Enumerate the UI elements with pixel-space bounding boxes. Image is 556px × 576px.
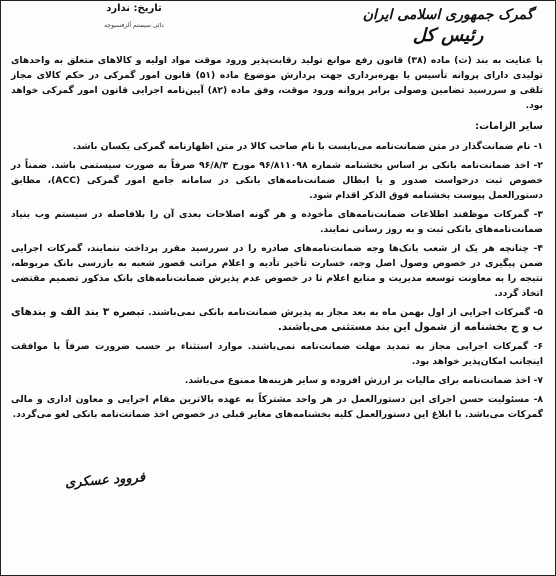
list-item-5 [11, 305, 543, 335]
header-right [353, 7, 543, 46]
organization-name: گمرک جمهوری اسلامی ایران [362, 7, 534, 23]
letter-body [11, 53, 543, 426]
date-line: تاریخ: ندارد [106, 3, 162, 14]
list-item-6: ۶- گمرکات اجرایی مجاز به تمدید مهلت ضمانت‌نامه نمی‌باشند. موارد استثناء بر حسب ضرورت صرفاً با موافقت اینجانب امکان‌پذیر خواهد بود. [11, 341, 543, 367]
list-item-4: ۴- چنانچه هر یک از شعب بانک‌ها وجه ضمانت‌نامه‌های صادره را در سررسید مقرر پرداخت ننمایند، گمرکات اجرایی ضمن پیگیری در خصوص وصول اصل وجه، خسارت تأخیر تأدیه و اعلام مراتب قصور شعبه به بازرسی بانک مربوطه، نتیجه را به معاونت توسعه مدیریت و منابع اعلام تا در خصوص عدم پذیرش ضمانت‌نامه‌های بانک مذکور تصمیم مقتضی اتخاذ گردد. [11, 243, 543, 299]
list-item-2: ۲- اخذ ضمانت‌نامه بانکی بر اساس بخشنامه شماره ۹۶/۸۱۱۰۹۸ مورخ ۹۶/۸/۳ صرفاً به صورت سیستمی باشد. ضمناً در خصوص ثبت درخواست صدور و یا ابطال ضمانت‌نامه‌های بانکی در سامانه جامع امور گمرکی (ACC)، مطابق دستورالعمل پیوست بخشنامه فوق الذکر اقدام شود. [11, 160, 543, 201]
intro-paragraph: با عنایت به بند (ث) ماده (۳۸) قانون رفع موانع تولید رقابت‌پذیر ورود موقت مواد اولیه و کالاهای متعلق به واحدهای تولیدی دارای پروانه تأسیس یا بهره‌برداری جهت پردازش موضوع ماده (۵۱) قانون امور گمرکی در حکم کالای مجاز تلقی و سررسید تضامین وصولی برابر پروانه ورود موقت، وفق ماده (۸۲) آیین‌نامه اجرایی قانون امور گمرکی خواهد بود. [11, 55, 544, 111]
list-item-5-note: تبصره ۳ بند الف و بندهای ب و ج بخشنامه از شمول این بند مستثنی می‌باشند. [11, 306, 543, 333]
signature: فروود عسکری [64, 470, 146, 491]
list-item-1: ۱- نام ضمانت‌گذار در متن ضمانت‌نامه می‌بایست با نام صاحب کالا در متن اظهارنامه گمرکی یکسان باشد. [72, 141, 543, 152]
page-title: رئیس کل [412, 25, 484, 46]
list-item-8: ۸- مسئولیت حسن اجرای این دستورالعمل در هر واحد مشترکاً به عهده بالاترین مقام اجرایی و معاون اداری و مالی گمرکات می‌باشد. با ابلاغ این دستورالعمل کلیه بخشنامه‌های مغایر قبلی در خصوص اخذ ضمانت‌نامه بانکی لغو می‌گردد. [11, 394, 543, 420]
header-subline: دائی سیستم آلرفسیوچه [104, 22, 164, 29]
list-item-7: ۷- اخذ ضمانت‌نامه برای مالیات بر ارزش افزوده و سایر هزینه‌ها ممنوع می‌باشد. [184, 375, 543, 386]
header-left [59, 3, 209, 29]
section-title: سایر الزامات: [475, 121, 543, 132]
list-item-5-text: ۵- گمرکات اجرایی از اول بهمن ماه به بعد مجاز به پذیرش ضمانت‌نامه بانکی نمی‌باشند. [148, 307, 543, 318]
list-item-3: ۳- گمرکات موظفند اطلاعات ضمانت‌نامه‌های مأخوذه و هر گونه اصلاحات بعدی آن را بلافاصله در سیستم وب بنیاد ضمانت‌نامه‌های بانکی ثبت و به روز رسانی نمایند. [11, 209, 543, 235]
